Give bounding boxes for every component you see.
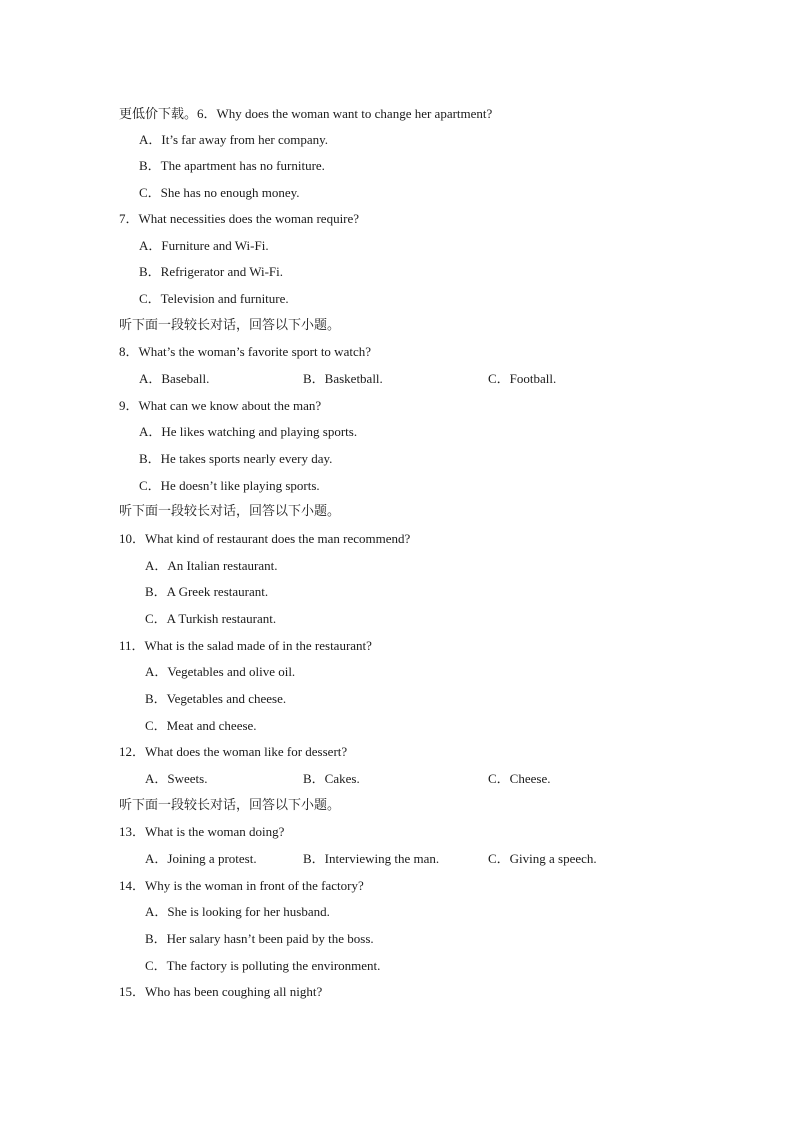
question-6-option-b: B．The apartment has no furniture. [139,158,325,173]
question-7-stem: 7．What necessities does the woman require? [119,211,360,226]
question-6-stem [119,106,492,123]
question-8-options [139,371,619,387]
question-10-stem: 10．What kind of restaurant does the man recommend? [119,531,411,546]
question-12-option-a: A．Sweets. [145,771,208,786]
question-11-option-a: A．Vegetables and olive oil. [145,664,296,679]
section-instruction-3: 听下面一段较长对话，回答以下小题。 [119,798,341,813]
section-instruction-1: 听下面一段较长对话，回答以下小题。 [119,318,341,333]
question-14-option-c: C．The factory is polluting the environment. [145,958,381,973]
question-10-option-c: C．A Turkish restaurant. [145,611,277,626]
question-11-option-b: B．Vegetables and cheese. [145,691,287,706]
question-10-option-b: B．A Greek restaurant. [145,584,269,599]
question-12-options [145,771,625,787]
section-instruction-2: 听下面一段较长对话，回答以下小题。 [119,504,341,519]
question-13-option-a: A．Joining a protest. [145,851,257,866]
question-10-option-a: A．An Italian restaurant. [145,558,278,573]
question-8-stem: 8．What’s the woman’s favorite sport to watch? [119,344,371,359]
question-14-option-a: A．She is looking for her husband. [145,904,330,919]
question-13-option-b: B．Interviewing the man. [303,851,440,866]
question-13-stem: 13．What is the woman doing? [119,824,285,839]
question-14-option-b: B．Her salary hasn’t been paid by the boss. [145,931,374,946]
question-14-stem: 14．Why is the woman in front of the factory? [119,878,364,893]
question-12-stem: 12．What does the woman like for dessert? [119,744,348,759]
question-6-option-c: C．She has no enough money. [139,185,300,200]
question-8-option-c: C．Football. [488,371,557,386]
question-7-option-c: C．Television and furniture. [139,291,289,306]
question-7-option-a: A．Furniture and Wi-Fi. [139,238,269,253]
question-6-text: 6．Why does the woman want to change her apartment? [197,106,493,121]
question-11-stem: 11．What is the salad made of in the restaurant? [119,638,372,653]
question-9-option-c: C．He doesn’t like playing sports. [139,478,320,493]
question-13-option-c: C．Giving a speech. [488,851,597,866]
intro-prefix: 更低价下载。 [119,107,198,122]
question-15-stem: 15．Who has been coughing all night? [119,984,323,999]
question-12-option-c: C．Cheese. [488,771,551,786]
question-11-option-c: C．Meat and cheese. [145,718,257,733]
question-9-option-a: A．He likes watching and playing sports. [139,424,358,439]
question-6-option-a: A．It’s far away from her company. [139,132,329,147]
question-12-option-b: B．Cakes. [303,771,360,786]
question-9-option-b: B．He takes sports nearly every day. [139,451,333,466]
question-9-stem: 9．What can we know about the man? [119,398,322,413]
question-8-option-a: A．Baseball. [139,371,210,386]
question-8-option-b: B．Basketball. [303,371,383,386]
question-7-option-b: B．Refrigerator and Wi-Fi. [139,264,284,279]
question-13-options [145,851,625,867]
